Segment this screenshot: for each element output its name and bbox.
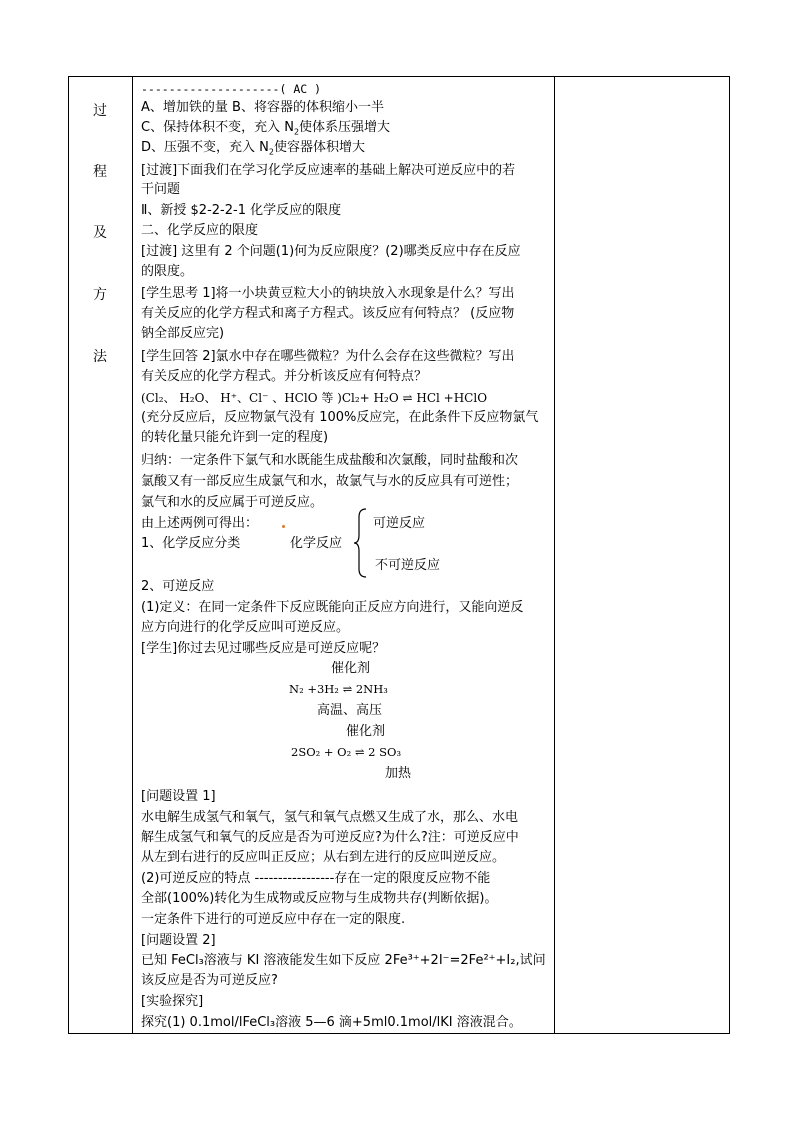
student-question: [学生思考 1]将一小块黄豆粒大小的钠块放入水现象是什么？写出 — [141, 286, 515, 301]
catalyst-label: 催化剂 — [346, 724, 386, 739]
problem-text: 从左到右进行的反应叫正反应；从右到左进行的反应叫逆反应。 — [141, 850, 506, 865]
explanation-text: 的转化量只能允许到一定的程度) — [141, 430, 329, 445]
classification-label: 1、化学反应分类 — [141, 536, 241, 551]
section-heading: 二、化学反应的限度 — [141, 223, 259, 238]
feature-text: 一定条件下进行的可逆反应中存在一定的限度. — [141, 912, 406, 927]
student-answer: 有关反应的化学方程式。并分析该反应有何特点？ — [141, 369, 428, 384]
problem-text: 该反应是否为可逆反应? — [141, 973, 278, 988]
option-c: C、保持体积不变，充入 $N_2$使体系压强增大 — [141, 120, 391, 137]
summary-text: 归纳：一定条件下氯气和水既能生成盐酸和次氯酸，同时盐酸和次 — [141, 453, 519, 468]
side-label-char: 方 — [93, 287, 107, 303]
student-prompt: [学生]你过去见过哪些反应是可逆反应呢？ — [141, 641, 386, 656]
problem-text: 水电解生成氢气和氧气，氢气和氧气点燃又生成了水，那么、水电 — [141, 810, 519, 825]
condition-label: 高温、高压 — [317, 703, 383, 718]
side-label-char: 程 — [93, 164, 107, 180]
option-d: D、压强不变，充入 $N_2$使容器体积增大 — [141, 140, 365, 157]
experiment-heading: [实验探究] — [141, 994, 204, 1009]
brace-icon — [353, 507, 369, 579]
side-label-char: 法 — [93, 349, 107, 365]
branch-irreversible: 不可逆反应 — [375, 558, 441, 573]
conclusion-text: 由上述两例可得出： — [141, 516, 259, 531]
explanation-text: (充分反应后，反应物氯气没有 100%反应完，在此条件下反应物氯气 — [141, 410, 539, 425]
classification-root: 化学反应 — [290, 536, 343, 551]
problem-heading: [问题设置 1] — [141, 789, 216, 804]
summary-text: 氯气和水的反应属于可逆反应。 — [141, 495, 324, 510]
answer-line: --------------------( AC ) — [141, 82, 322, 96]
catalyst-label: 催化剂 — [331, 661, 371, 676]
student-question: 钠全部反应完) — [141, 326, 225, 341]
feature-text: 全部(100%)转化为生成物或反应物与生成物共存(判断依据)。 — [141, 891, 498, 906]
ammonia-equation: N₂ +3H₂ ⇌ 2NH₃ — [289, 682, 388, 696]
problem-heading: [问题设置 2] — [141, 933, 216, 948]
stray-mark — [282, 525, 285, 528]
transition-text: 的限度。 — [141, 264, 194, 279]
feature-text: (2)可逆反应的特点 -----------------存在一定的限度反应物不能 — [141, 871, 491, 886]
section-heading: Ⅱ、新授 $2-2-2-1 化学反应的限度 — [141, 203, 342, 218]
student-answer: [学生回答 2]氯水中存在哪些微粒？为什么会存在这些微粒？写出 — [141, 349, 515, 364]
experiment-text: 探究(1) 0.1mol/lFeCl₃溶液 5—6 滴+5ml0.1mol/lKI 溶液混合。 — [141, 1015, 522, 1030]
side-label-char: 及 — [93, 225, 107, 241]
problem-text: 解生成氢气和氧气的反应是否为可逆反应?为什么?注：可逆反应中 — [141, 830, 519, 845]
side-label-char: 过 — [93, 103, 107, 119]
student-question: 有关反应的化学方程式和离子方程式。该反应有何特点？ (反应物 — [141, 306, 515, 321]
condition-label: 加热 — [385, 766, 412, 781]
transition-text: 干问题 — [141, 182, 181, 197]
summary-text: 氯酸又有一部反应生成氯气和水，故氯气与水的反应具有可逆性； — [141, 474, 519, 489]
chlorine-equation: (Cl₂、 H₂O、 H⁺、Cl⁻ 、HClO 等 )Cl₂+ H₂O ⇌ HCl +HClO — [141, 391, 488, 405]
lesson-table — [68, 76, 730, 1034]
column-divider-left — [132, 77, 133, 1033]
transition-text: [过渡] 这里有 2 个问题(1)何为反应限度？(2)哪类反应中存在反应 — [141, 244, 521, 259]
definition-text: (1)定义：在同一定条件下反应既能向正反应方向进行，又能向逆反 — [141, 600, 524, 615]
transition-text: [过渡]下面我们在学习化学反应速率的基础上解决可逆反应中的若 — [141, 163, 516, 178]
column-divider-right — [554, 77, 555, 1033]
definition-text: 应方向进行的化学反应叫可逆反应。 — [141, 620, 350, 635]
subsection-heading: 2、可逆反应 — [141, 579, 215, 594]
problem-text: 已知 FeCl₃溶液与 KI 溶液能发生如下反应 2Fe³⁺+2I⁻=2Fe²⁺+I₂,试问 — [141, 953, 546, 968]
sulfur-trioxide-equation: 2SO₂ + O₂ ⇌ 2 SO₃ — [291, 745, 402, 759]
branch-reversible: 可逆反应 — [373, 516, 426, 531]
option-ab: A、增加铁的量 B、将容器的体积缩小一半 — [141, 100, 384, 115]
